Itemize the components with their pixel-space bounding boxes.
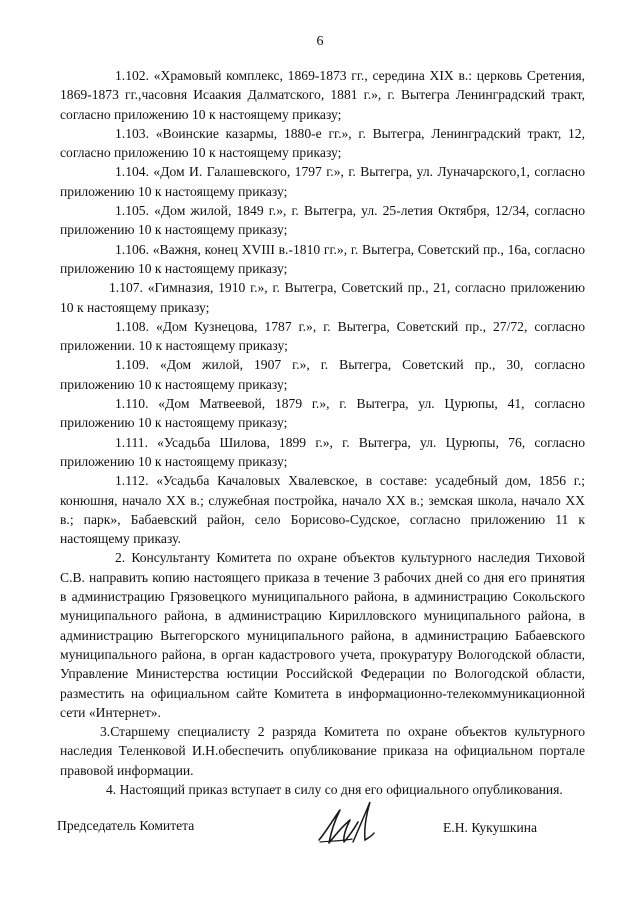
signature-block (0, 808, 640, 848)
paragraph-4: 4. Настоящий приказ вступает в силу со дня его официального опубликования. (106, 781, 563, 797)
list-item-1-104: 1.104. «Дом И. Галашевского, 1797 г.», г. Вытегра, ул. Луначарского,1, согласно приложению 10 к настоящему приказу; (60, 164, 585, 199)
document-body (60, 66, 585, 799)
paragraph-3: 3.Старшему специалисту 2 разряда Комитета по охране объектов культурного наследия Теленковой И.Н.обеспечить опубликование приказа на официальном портале правовой информации. (60, 724, 585, 778)
chair-name: Е.Н. Кукушкина (443, 820, 538, 835)
list-item-1-110: 1.110. «Дом Матвеевой, 1879 г.», г. Вытегра, ул. Цурюпы, 41, согласно приложению 10 к настоящему приказу; (60, 396, 585, 431)
list-item-1-102: 1.102. «Храмовый комплекс, 1869-1873 гг., середина XIX в.: церковь Сретения, 1869-1873 гг.,часовня Исаакия Далматского, 1881 г.», г. Вытегра Ленинградский тракт, согласно приложению 10 к настоящему приказу; (60, 68, 585, 122)
chair-title: Председатель Комитета (57, 818, 195, 833)
list-item-1-111: 1.111. «Усадьба Шилова, 1899 г.», г. Вытегра, ул. Цурюпы, 76, согласно приложению 10 к настоящему приказу; (60, 434, 585, 469)
list-item-1-109: 1.109. «Дом жилой, 1907 г.», г. Вытегра, Советский пр., 30, согласно приложению 10 к настоящему приказу; (60, 357, 585, 392)
list-item-1-106: 1.106. «Важня, конец XVIII в.-1810 гг.», г. Вытегра, Советский пр., 16а, согласно приложению 10 к настоящему приказу; (60, 241, 585, 276)
page-number: 6 (316, 34, 324, 49)
list-item-1-112: 1.112. «Усадьба Качаловых Хвалевское, в составе: усадебный дом, 1856 г.; конюшня, начало XX в.; служебная постройка, начало XX в.; земская школа, начало XX в.; парк», Бабаевский район, село Борисово-Судское, согласно приложению 11 к настоящему приказу. (60, 473, 585, 547)
paragraph-2: 2. Консультанту Комитета по охране объектов культурного наследия Тиховой С.В. направить копию настоящего приказа в течение 3 рабочих дней со дня его принятия в администрацию Грязовецкого муниципального района, в администрацию Сокольского муниципального района, в администрацию Кирилловского муниципального района, в администрацию Вытегорского муниципального района, в администрацию Бабаевского муниципального района, в орган кадастрового учета, прокуратуру Вологодской области, Управление Министерства юстиции Российской Федерации по Вологодской области, разместить на официальном сайте Комитета в информационно-телекоммуникационной сети «Интернет». (60, 550, 585, 720)
list-item-1-103: 1.103. «Воинские казармы, 1880-е гг.», г. Вытегра, Ленинградский тракт, 12, согласно приложению 10 к настоящему приказу; (60, 125, 585, 161)
list-item-1-108: 1.108. «Дом Кузнецова, 1787 г.», г. Вытегра, Советский пр., 27/72, согласно приложении. 10 к настоящему приказу; (60, 318, 585, 354)
list-item-1-105: 1.105. «Дом жилой, 1849 г.», г. Вытегра, ул. 25-летия Октября, 12/34, согласно приложению 10 к настоящему приказу; (60, 203, 585, 238)
handwritten-signature (310, 796, 380, 854)
list-item-1-107: 1.107. «Гимназия, 1910 г.», г. Вытегра, Советский пр., 21, согласно приложению 10 к настоящему приказу; (60, 280, 585, 315)
